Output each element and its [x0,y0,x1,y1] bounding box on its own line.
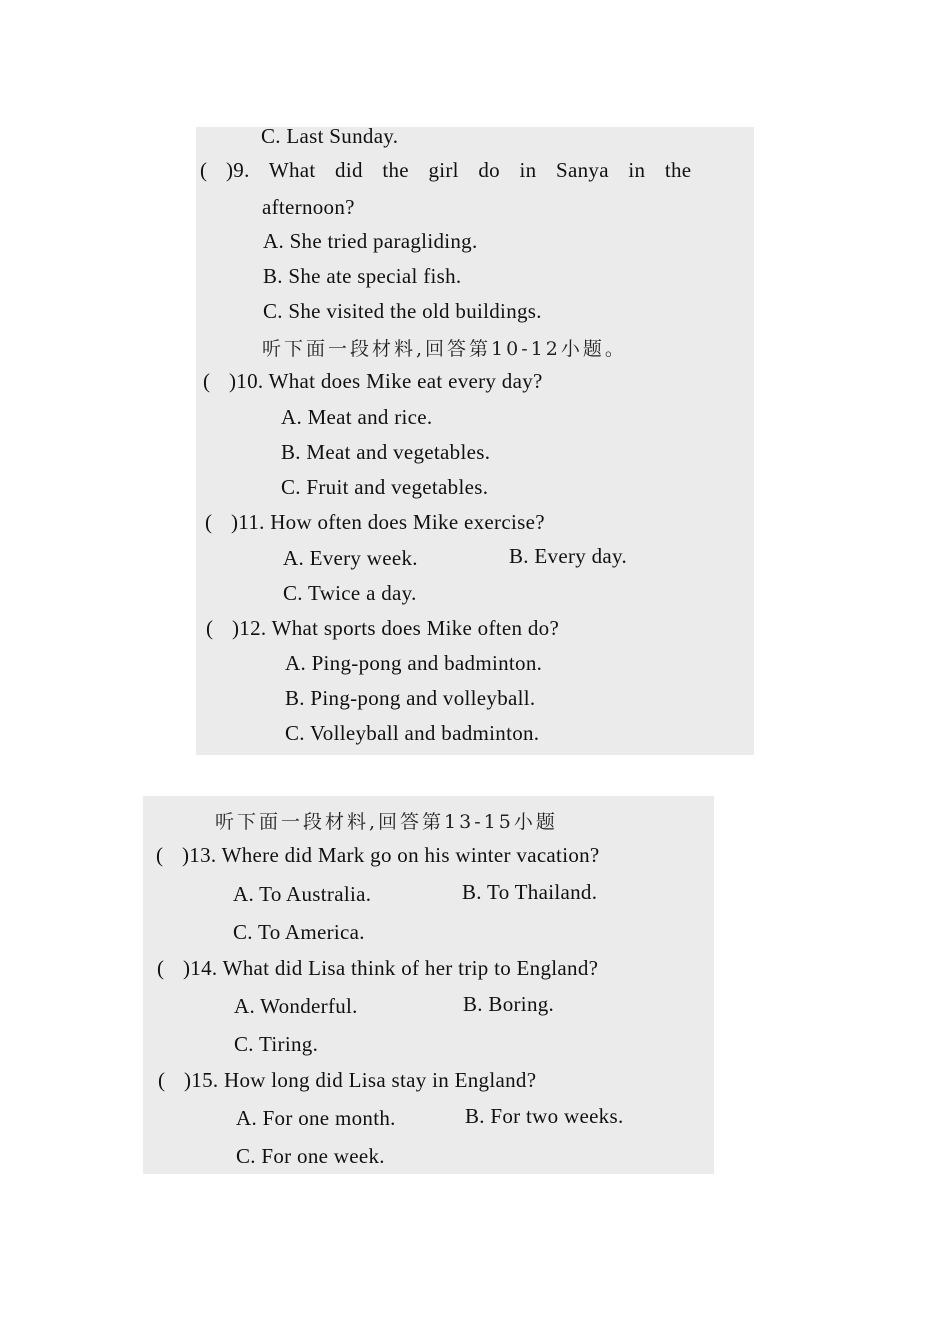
q13-stem [156,843,600,868]
q15-stem-text: )15. How long did Lisa stay in England? [184,1068,537,1092]
q14-stem [157,956,598,981]
q11-option-a: A. Every week. [283,546,418,570]
instruction-10-12: 听下面一段材料,回答第10-12小题。 [262,338,627,360]
answer-paren: ( [203,369,211,393]
q14-option-c: C. Tiring. [234,1032,319,1056]
q8-option-c: C. Last Sunday. [261,124,399,148]
q11-stem-text: )11. How often does Mike exercise? [231,510,545,534]
q9-stem-line2: afternoon? [262,195,355,219]
q14-stem-text: )14. What did Lisa think of her trip to England? [183,956,599,980]
q13-option-b: B. To Thailand. [462,880,598,904]
q14-option-a: A. Wonderful. [234,994,358,1018]
answer-paren: ( [206,616,214,640]
q9-stem-line1: What did the girl do in Sanya in the [268,158,692,182]
q12-option-a: A. Ping-pong and badminton. [285,651,543,675]
answer-paren: ( [157,956,165,980]
q9-stem [200,158,691,183]
q12-stem-text: )12. What sports does Mike often do? [232,616,560,640]
q12-option-b: B. Ping-pong and volleyball. [285,686,536,710]
q10-option-a: A. Meat and rice. [281,405,433,429]
q9-option-a: A. She tried paragliding. [263,229,478,253]
q13-stem-text: )13. Where did Mark go on his winter vacation? [182,843,600,867]
answer-paren: ( [200,158,208,182]
answer-paren: ( [158,1068,166,1092]
q15-option-a: A. For one month. [236,1106,396,1130]
q11-stem [205,510,545,535]
instruction-13-15: 听下面一段材料,回答第13-15小题 [215,811,558,833]
q13-option-c: C. To America. [233,920,365,944]
q11-option-b: B. Every day. [509,544,628,568]
q15-option-c: C. For one week. [236,1144,385,1168]
q10-option-c: C. Fruit and vegetables. [281,475,489,499]
q11-option-c: C. Twice a day. [283,581,417,605]
q15-option-b: B. For two weeks. [465,1104,624,1128]
q9-number: )9. [226,158,250,182]
q12-option-c: C. Volleyball and badminton. [285,721,540,745]
q9-option-b: B. She ate special fish. [263,264,462,288]
q12-stem [206,616,559,641]
q10-option-b: B. Meat and vegetables. [281,440,491,464]
answer-paren: ( [156,843,164,867]
q9-option-c: C. She visited the old buildings. [263,299,542,323]
answer-paren: ( [205,510,213,534]
q10-stem-text: )10. What does Mike eat every day? [229,369,543,393]
q10-stem [203,369,543,394]
q14-option-b: B. Boring. [463,992,555,1016]
q15-stem [158,1068,536,1093]
q13-option-a: A. To Australia. [233,882,372,906]
